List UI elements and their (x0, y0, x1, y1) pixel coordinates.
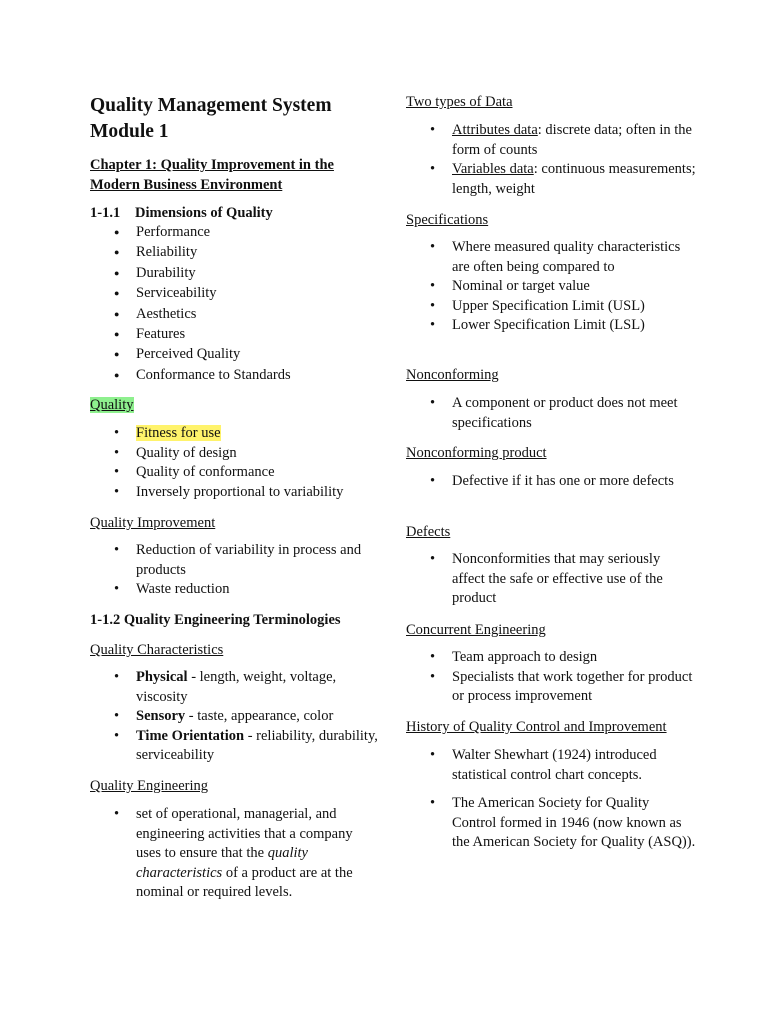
nonconforming-list (406, 394, 696, 433)
section-number: 1-1.1 (90, 205, 121, 221)
list-item: • Defective if it has one or more defects (406, 472, 676, 492)
nonconforming-product-list (406, 472, 676, 492)
data-types-list (406, 121, 696, 199)
list-item: • Specialists that work together for product or process improvement (406, 668, 696, 707)
list-item (90, 424, 380, 444)
term: Physical (136, 669, 188, 685)
list-item: • Upper Specification Limit (USL) (406, 297, 691, 317)
quality-improvement-heading: Quality Improvement (90, 515, 216, 531)
description: - taste, appearance, color (185, 708, 334, 725)
description: : discrete data; often in the form of counts (452, 122, 692, 158)
data-types-heading: Two types of Data (406, 94, 513, 110)
list-item: • A component or product does not meet specifications (406, 394, 696, 433)
list-item: ● Serviceability (90, 283, 380, 303)
section-title: Dimensions of Quality (135, 205, 273, 221)
description: - length, weight, voltage, viscosity (136, 669, 337, 705)
concurrent-engineering-list (406, 648, 696, 707)
quality-engineering-list (90, 805, 380, 903)
list-item (406, 160, 696, 199)
list-item (90, 805, 380, 903)
list-item: • Nominal or target value (406, 277, 691, 297)
quality-characteristics-heading: Quality Characteristics (90, 642, 224, 658)
quality-engineering-heading: Quality Engineering (90, 778, 208, 794)
defects-list (406, 550, 696, 609)
text: set of operational, managerial, and engineering activities that a company uses to ensure that the (136, 806, 353, 862)
list-item: ● Performance (90, 222, 380, 242)
term: Attributes data (452, 122, 538, 138)
history-heading: History of Quality Control and Improvement (406, 719, 667, 735)
italic-text: quality characteristics (136, 845, 308, 881)
list-item: • Walter Shewhart (1924) introduced statistical control chart concepts. (406, 746, 696, 785)
list-item: • The American Society for Quality Control formed in 1946 (now known as the American Society for Quality (ASQ)). (406, 794, 696, 853)
section-dimensions-heading (90, 204, 273, 222)
term: Variables data (452, 161, 534, 178)
description: - reliability, durability, serviceability (136, 727, 378, 764)
list-item: • Waste reduction (90, 580, 380, 600)
text: of a product are at the nominal or required levels. (136, 864, 353, 901)
list-item: • Team approach to design (406, 648, 696, 668)
list-item: ● Aesthetics (90, 304, 380, 324)
list-item (90, 727, 380, 766)
list-item: • Quality of design (90, 444, 380, 464)
specifications-heading: Specifications (406, 212, 489, 228)
document-title (90, 93, 332, 145)
term: Time Orientation (136, 727, 245, 744)
chapter-heading: Chapter 1: Quality Improvement in the Modern Business Environment (90, 157, 334, 193)
quality-characteristics-list (90, 668, 380, 766)
list-item: ● Features (90, 324, 380, 344)
list-item: • Lower Specification Limit (LSL) (406, 316, 691, 336)
list-item: ● Conformance to Standards (90, 365, 380, 385)
highlight: Fitness for use (136, 425, 221, 441)
list-item: • Quality of conformance (90, 463, 380, 483)
list-item: ● Durability (90, 263, 380, 283)
term: Sensory (136, 708, 186, 725)
defects-heading: Defects (406, 524, 451, 540)
list-item: ● Perceived Quality (90, 344, 380, 364)
title-line-1: Quality Management System (90, 95, 332, 116)
terminologies-heading: 1-1.2 Quality Engineering Terminologies (90, 612, 341, 628)
nonconforming-product-heading: Nonconforming product (406, 445, 547, 461)
list-item: • Inversely proportional to variability (90, 483, 380, 503)
list-item: ● Reliability (90, 242, 380, 262)
nonconforming-heading: Nonconforming (406, 367, 499, 383)
list-item (406, 121, 696, 160)
list-item (90, 668, 380, 707)
list-item (90, 707, 380, 727)
dimensions-list (90, 222, 380, 385)
list-item: • Where measured quality characteristics are often being compared to (406, 238, 691, 277)
history-list (406, 746, 696, 853)
list-item: • Nonconformities that may seriously affect the safe or effective use of the product (406, 550, 696, 609)
concurrent-engineering-heading: Concurrent Engineering (406, 622, 546, 638)
description: : continuous measurements; length, weight (452, 161, 696, 197)
highlight: Quality (90, 397, 134, 413)
quality-improvement-list (90, 541, 380, 600)
quality-list (90, 424, 380, 502)
specifications-list (406, 238, 691, 336)
list-item: • Reduction of variability in process and products (90, 541, 380, 580)
title-line-2: Module 1 (90, 121, 169, 142)
quality-heading (90, 396, 134, 414)
